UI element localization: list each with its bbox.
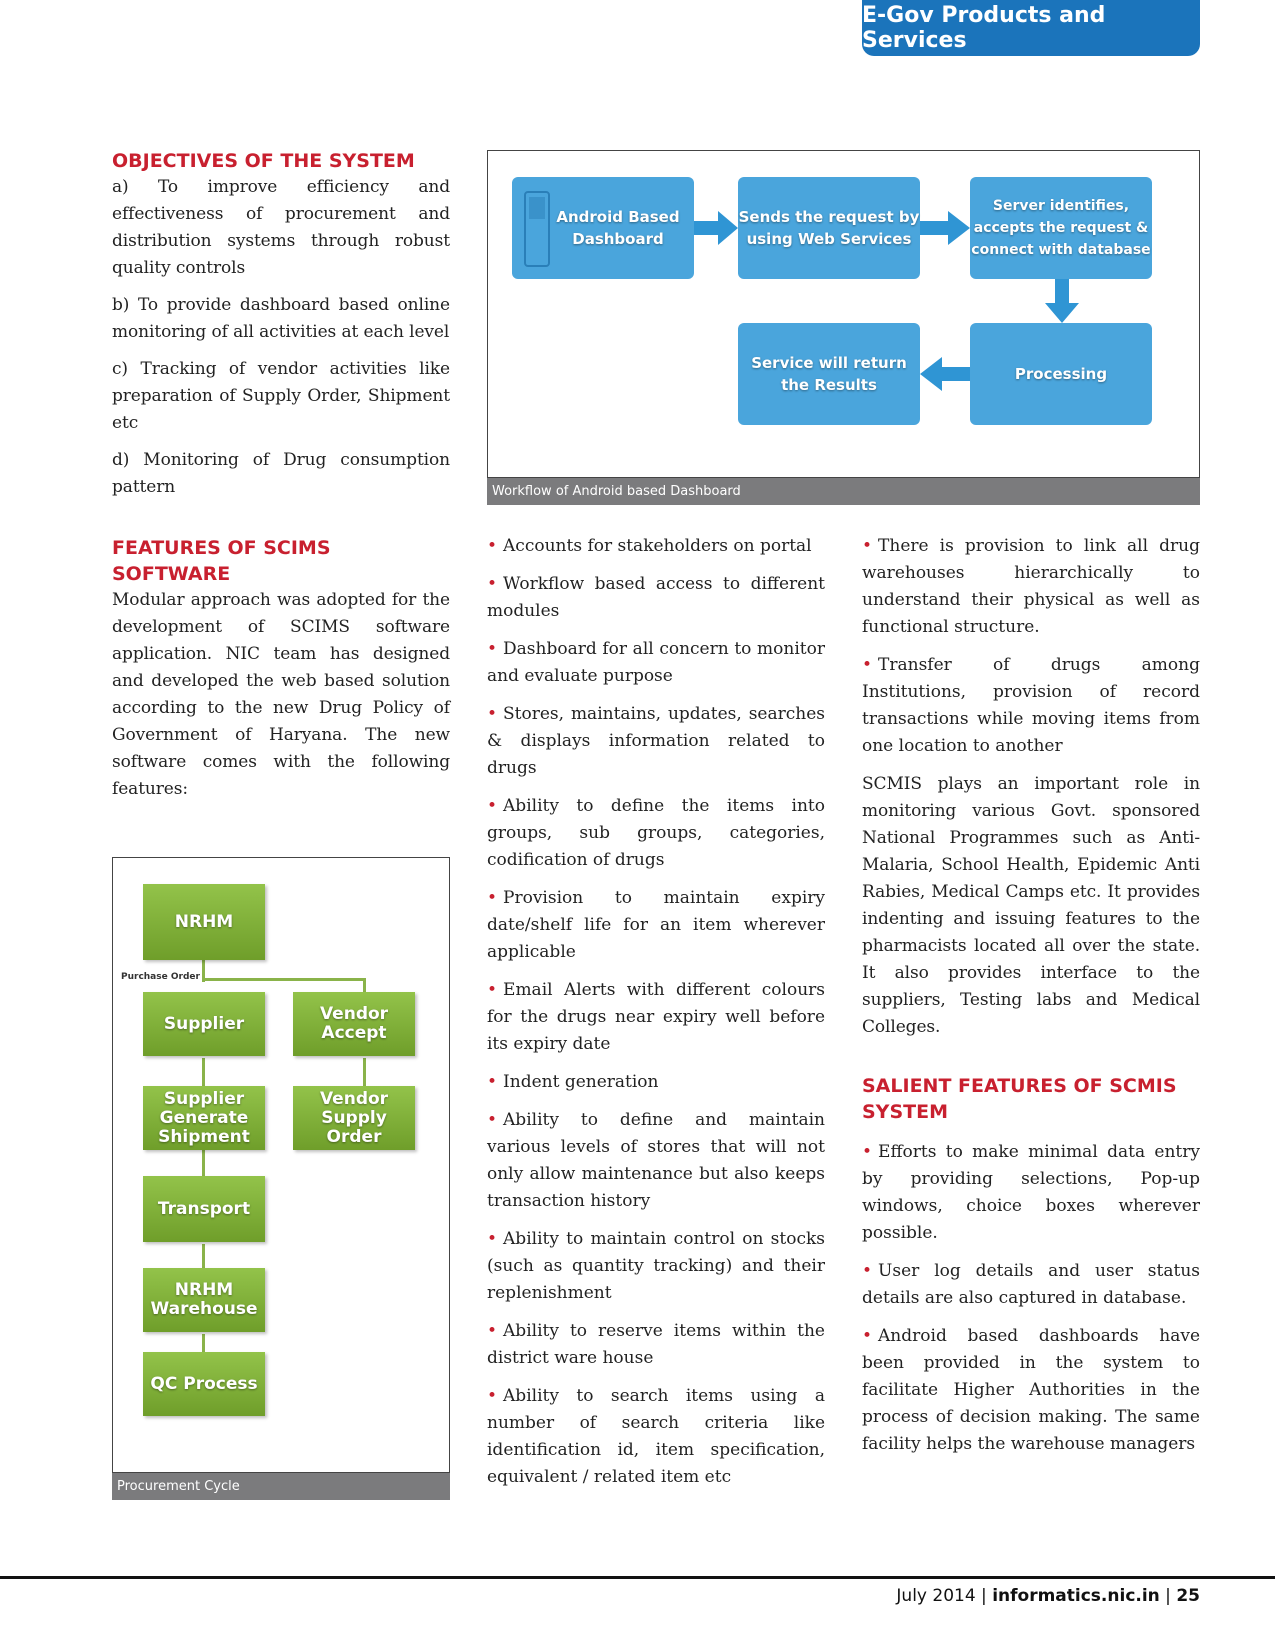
scmis-paragraph: SCMIS plays an important role in monitoring various Govt. sponsored National Programmes such as Anti-Malaria, School Health, Epidemic Anti Rabies, Medical Camps etc. It provides indenting and issuing features to the pharmacists located all over the state. It also provides interface to the suppliers, Testing labs and Medical Colleges. — [862, 774, 1200, 1037]
list-item — [487, 1318, 825, 1372]
qc-process-label: QC Process — [150, 1373, 258, 1394]
workflow-caption: Workflow of Android based Dashboard — [487, 478, 1200, 505]
list-item-text: Indent generation — [503, 1072, 659, 1092]
list-item-text: Email Alerts with different colours for the drugs near expiry well before its expiry date — [487, 980, 825, 1054]
list-item-text: User log details and user status details are also captured in database. — [862, 1261, 1200, 1308]
processing-label: Processing — [1014, 365, 1108, 383]
list-item — [862, 652, 1200, 760]
vendor-supply-order-label: Vendor Supply Order — [319, 1088, 389, 1147]
server-box — [970, 177, 1152, 279]
supplier-shipment-label: Supplier Generate Shipment — [158, 1088, 250, 1147]
left-column — [112, 148, 450, 803]
arrow-down-icon — [1044, 279, 1080, 323]
list-item — [487, 885, 825, 966]
footer-rule — [0, 1576, 1275, 1579]
bullet-icon: • — [487, 1386, 498, 1406]
connector-line — [202, 1058, 205, 1088]
procurement-caption: Procurement Cycle — [112, 1473, 450, 1500]
warehouse-box — [143, 1268, 265, 1332]
footer-site: informatics.nic.in — [992, 1586, 1160, 1606]
list-item-text: Ability to define the items into groups, sub groups, categories, codification of drugs — [487, 796, 825, 870]
list-item-text: Efforts to make minimal data entry by providing selections, Pop-up windows, choice boxes wherever possible. — [862, 1142, 1200, 1243]
objective-item: c) Tracking of vendor activities like preparation of Supply Order, Shipment etc — [112, 359, 450, 433]
android-dashboard-label: Android Based Dashboard — [556, 208, 680, 248]
bullet-icon: • — [487, 1321, 498, 1341]
vendor-supply-order-box — [293, 1086, 415, 1150]
list-item-text: Ability to maintain control on stocks (such as quantity tracking) and their replenishment — [487, 1229, 825, 1303]
list-item-text: Provision to maintain expiry date/shelf life for an item wherever applicable — [487, 888, 825, 962]
supplier-box — [143, 992, 265, 1056]
bullet-icon: • — [487, 888, 498, 908]
processing-box — [970, 323, 1152, 425]
list-item-text: There is provision to link all drug warehouses hierarchically to understand their physical as well as functional structure. — [862, 536, 1200, 637]
list-item — [487, 1107, 825, 1215]
list-item — [487, 977, 825, 1058]
list-item-text: Ability to search items using a number of search criteria like identification id, item specification, equivalent / related item etc — [487, 1386, 825, 1487]
list-item — [487, 1069, 825, 1096]
supplier-label: Supplier — [163, 1013, 245, 1034]
right-column — [862, 533, 1200, 1469]
nrhm-label: NRHM — [174, 911, 234, 932]
list-item — [487, 636, 825, 690]
bullet-icon: • — [487, 1229, 498, 1249]
list-item-text: Accounts for stakeholders on portal — [503, 536, 812, 556]
connector-line — [202, 1244, 205, 1270]
nrhm-box — [143, 884, 265, 960]
salient-heading: SALIENT FEATURES OF SCMIS SYSTEM — [862, 1075, 1177, 1123]
objective-item: d) Monitoring of Drug consumption pattern — [112, 450, 450, 497]
list-item-text: Dashboard for all concern to monitor and evaluate purpose — [487, 639, 825, 686]
list-item — [487, 571, 825, 625]
list-item-text: Workflow based access to different modules — [487, 574, 825, 621]
bullet-icon: • — [862, 655, 873, 675]
objectives-heading: OBJECTIVES OF THE SYSTEM — [112, 150, 415, 172]
service-results-label: Service will return the Results — [751, 354, 907, 394]
connector-line — [202, 978, 366, 981]
phone-icon — [524, 191, 550, 267]
list-item — [487, 701, 825, 782]
list-item-text: Ability to reserve items within the district ware house — [487, 1321, 825, 1368]
footer-date: July 2014 — [896, 1586, 976, 1606]
list-item — [862, 1139, 1200, 1247]
bullet-icon: • — [487, 1110, 498, 1130]
supplier-shipment-box — [143, 1086, 265, 1150]
list-item — [862, 1258, 1200, 1312]
android-dashboard-box — [512, 177, 694, 279]
list-item-text: Transfer of drugs among Institutions, provision of record transactions while moving items from one location to another — [862, 655, 1200, 756]
bullet-icon: • — [862, 1326, 873, 1346]
section-title: E-Gov Products and Services — [862, 3, 1106, 53]
sends-request-box — [738, 177, 920, 279]
features-heading: FEATURES OF SCIMS SOFTWARE — [112, 537, 331, 585]
bullet-icon: • — [487, 1072, 498, 1092]
list-item — [487, 1226, 825, 1307]
features-intro: Modular approach was adopted for the development of SCIMS software application. NIC team has designed and developed the web based solution according to the new Drug Policy of Government of Haryana. The new software comes with the following features: — [112, 590, 450, 799]
footer: July 2014 | informatics.nic.in | 25 — [896, 1586, 1200, 1606]
bullet-icon: • — [487, 639, 498, 659]
arrow-right-icon — [694, 209, 738, 247]
page-number: 25 — [1176, 1586, 1200, 1606]
list-item — [862, 1323, 1200, 1458]
section-header-tab — [862, 0, 1200, 56]
server-label: Server identifies, accepts the request & connect with database — [971, 198, 1151, 258]
bullet-icon: • — [487, 980, 498, 1000]
list-item-text: Ability to define and maintain various levels of stores that will not only allow maintenance but also keeps transaction history — [487, 1110, 825, 1211]
qc-process-box — [143, 1352, 265, 1416]
arrow-right-icon — [920, 209, 970, 247]
bullet-icon: • — [487, 574, 498, 594]
connector-line — [202, 1334, 205, 1354]
vendor-accept-box — [293, 992, 415, 1056]
list-item — [487, 1383, 825, 1491]
objective-item: b) To provide dashboard based online monitoring of all activities at each level — [112, 295, 450, 342]
transport-box — [143, 1176, 265, 1242]
workflow-diagram — [487, 150, 1200, 478]
bullet-icon: • — [487, 536, 498, 556]
list-item-text: Android based dashboards have been provided in the system to facilitate Higher Authorities in the process of decision making. The same facility helps the warehouse managers — [862, 1326, 1200, 1454]
bullet-icon: • — [487, 704, 498, 724]
list-item — [487, 793, 825, 874]
arrow-left-icon — [920, 355, 970, 393]
vendor-accept-label: Vendor Accept — [319, 1004, 389, 1043]
warehouse-label: NRHM Warehouse — [150, 1280, 258, 1319]
service-results-box — [738, 323, 920, 425]
list-item — [862, 533, 1200, 641]
bullet-icon: • — [862, 1142, 873, 1162]
purchase-order-label: Purchase Order — [121, 972, 200, 982]
objective-item: a) To improve efficiency and effectiveness of procurement and distribution systems through robust quality controls — [112, 177, 450, 278]
middle-column — [487, 533, 825, 1502]
bullet-icon: • — [487, 796, 498, 816]
bullet-icon: • — [862, 536, 873, 556]
sends-request-label: Sends the request by using Web Services — [738, 208, 920, 248]
list-item-text: Stores, maintains, updates, searches & displays information related to drugs — [487, 704, 825, 778]
list-item — [487, 533, 825, 560]
procurement-diagram — [112, 857, 450, 1473]
bullet-icon: • — [862, 1261, 873, 1281]
transport-label: Transport — [157, 1198, 251, 1219]
